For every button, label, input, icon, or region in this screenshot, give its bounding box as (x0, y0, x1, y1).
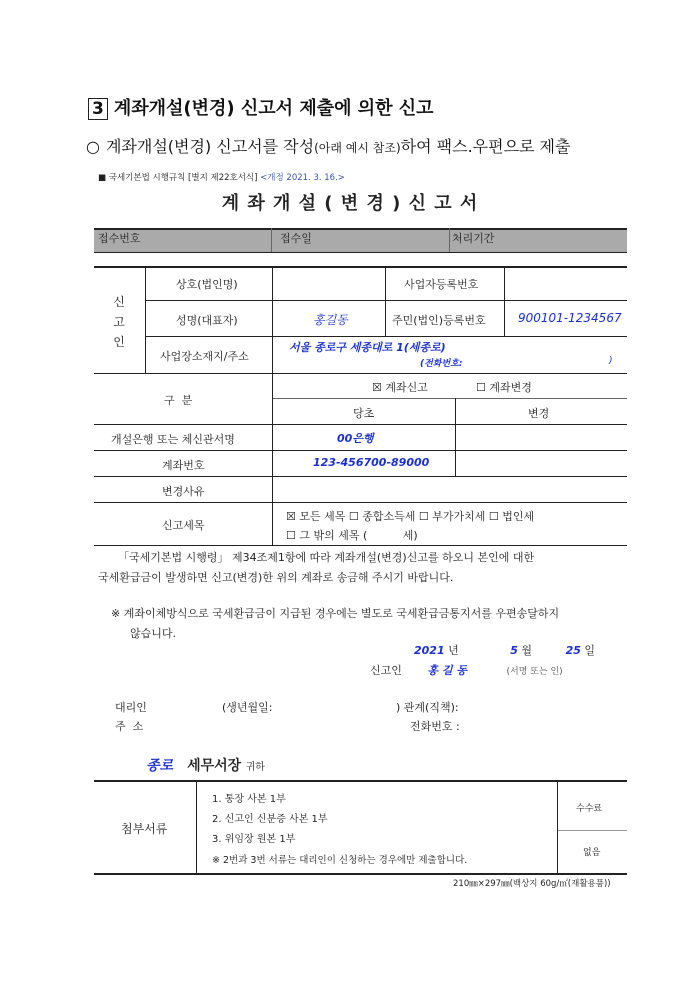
trade-name-label: 상호(법인명) (176, 278, 238, 291)
section-label: 구 분 (164, 394, 193, 407)
id-label: 주민(법인)등록번호 (392, 314, 486, 327)
signature-area[interactable]: (서명 또는 인) (506, 667, 563, 677)
attachments-label: 첨부서류 (121, 822, 168, 836)
bullet-circle: ○ (86, 137, 100, 156)
fee-label: 수수료 (576, 804, 603, 814)
date-month: 5 (510, 644, 518, 657)
checkbox-icon[interactable]: ☐ (476, 381, 486, 394)
paper-spec: 210㎜×297㎜(백상지 60g/㎡(재활용품)) (453, 879, 611, 889)
phone-close: ) (609, 356, 613, 366)
bank-label: 개설은행 또는 체신관서명 (111, 433, 235, 446)
name-label: 성명(대표자) (176, 314, 238, 327)
processing-period-label: 처리기간 (452, 232, 495, 245)
tax-corporate[interactable]: ☐ 법인세 (488, 510, 535, 523)
tax-items-label: 신고세목 (162, 519, 205, 532)
sub-heading: ○ 계좌개설(변경) 신고서를 작성(아래 예시 참조)하여 팩스.우편으로 제출 (86, 137, 571, 156)
id-value: 900101-1234567 (518, 311, 622, 325)
agent-relation: ) 관계(직책): (396, 701, 459, 714)
tax-vat[interactable]: ☐ 부가가치세 (418, 510, 486, 523)
receipt-date-label: 접수일 (280, 232, 312, 245)
signer-name: 홍 길 동 (427, 664, 467, 677)
attachment-item: 2. 신고인 신분증 사본 1부 (212, 814, 328, 825)
receipt-bar (94, 228, 627, 252)
address-label: 사업장소재지/주소 (160, 350, 249, 363)
bank-value: 00은행 (337, 432, 374, 445)
fee-value: 없음 (583, 848, 601, 858)
biz-reg-label: 사업자등록번호 (404, 278, 479, 291)
checkbox-icon[interactable]: ☐ (418, 510, 429, 523)
section-number: 3 (88, 98, 108, 120)
square-icon: ■ (98, 173, 107, 183)
section-heading (88, 94, 434, 120)
checkbox-icon[interactable]: ☐ (488, 510, 499, 523)
column-original: 당초 (353, 407, 375, 420)
section-title: 계좌개설(변경) 신고서 제출에 의한 신고 (113, 98, 434, 119)
attachment-note: ※ 2번과 3번 서류는 대리인이 신청하는 경우에만 제출합니다. (212, 855, 468, 866)
agent-label: 대리인 (115, 701, 147, 714)
note-line2: 않습니다. (130, 627, 177, 640)
form-title: 계 좌 개 설 ( 변 경 ) 신 고 서 (221, 193, 479, 214)
tax-items-line2[interactable]: ☐ 그 밖의 세목 ( 세) (286, 529, 418, 542)
applicant-side-label: 신 고 인 (113, 295, 125, 349)
date-line: 2021 년 5 월 25 일 (414, 644, 596, 657)
phone-label: (전화번호: (420, 359, 463, 369)
option-account-change[interactable]: ☐ 계좌변경 (476, 381, 532, 394)
attachment-item: 3. 위임장 원본 1부 (212, 834, 296, 845)
account-value: 123-456700-89000 (313, 456, 430, 469)
date-year: 2021 (414, 644, 445, 657)
account-label: 계좌번호 (162, 459, 205, 472)
reason-label: 변경사유 (162, 485, 205, 498)
revision-note: <개정 2021. 3. 16.> (260, 173, 345, 183)
tax-office: 종로 세무서장 귀하 (146, 758, 265, 774)
tax-items-line1 (286, 508, 534, 524)
checkbox-icon[interactable]: ☐ (348, 510, 359, 523)
note-line1: ※ 계좌이체방식으로 국세환급금이 지급된 경우에는 별도로 국세환급금통지서를 우편송달하지 (111, 607, 560, 620)
attachment-item: 1. 통장 사본 1부 (212, 794, 286, 805)
agent-phone: 전화번호 : (410, 720, 460, 733)
tax-all[interactable]: ☒ 모든 세목 (286, 510, 346, 523)
agent-birth: (생년월일: (222, 701, 273, 714)
column-change: 변경 (528, 407, 550, 420)
signer-line: 신고인 홍 길 동 (서명 또는 인) (370, 664, 563, 677)
receipt-number-label: 접수번호 (98, 232, 141, 245)
checkbox-icon[interactable]: ☐ (286, 529, 296, 542)
option-account-new[interactable]: ☒ 계좌신고 (372, 381, 428, 394)
agent-address-label: 주 소 (115, 720, 144, 733)
address-value: 서울 종로구 세종대로 1(세종로) (289, 341, 446, 354)
office-name: 종로 (146, 758, 174, 774)
statement-line1: 「국세기본법 시행령」 제34조제1항에 따라 계좌개설(변경)신고를 하오니 본인에 대한 (118, 551, 535, 564)
checkbox-checked-icon[interactable]: ☒ (286, 510, 296, 523)
tax-income[interactable]: ☐ 종합소득세 (348, 510, 416, 523)
name-value: 홍길동 (313, 313, 348, 327)
date-day: 25 (565, 644, 581, 657)
checkbox-checked-icon[interactable]: ☒ (372, 381, 382, 394)
legal-reference: ■ 국세기본법 시행규칙 [별지 제22호서식] <개정 2021. 3. 16.> (98, 173, 345, 183)
statement-line2: 국세환급금이 발생하면 신고(변경)한 위의 계좌로 송금해 주시기 바랍니다. (98, 571, 454, 584)
